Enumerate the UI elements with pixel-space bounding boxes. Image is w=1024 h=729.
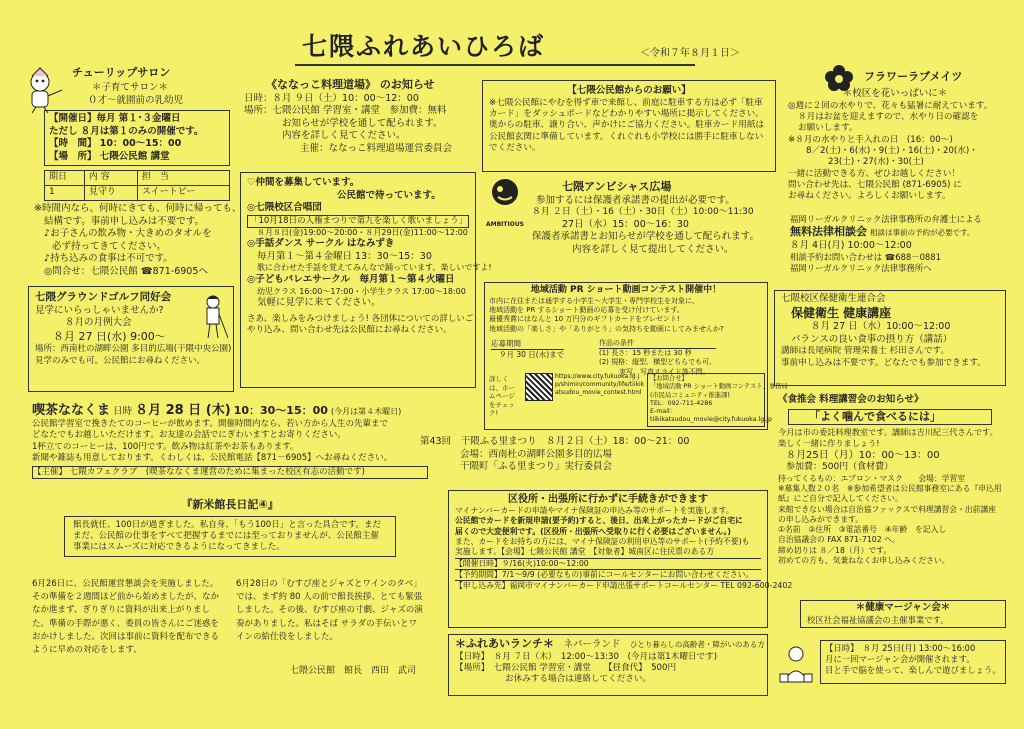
mynumber-line: 公民館でカードを新規申請(要予約)すると、後日、出来上がったカードがご自宅に	[455, 516, 743, 526]
tulip-title: チューリップサロン	[72, 66, 171, 79]
qr-code-icon[interactable]	[525, 373, 553, 401]
contest-period-value: ９月 30 日(水)まで	[499, 349, 565, 359]
tulip-note: 結構です。事前申し込みは不要です。	[44, 215, 204, 227]
contest-title: 地域活動 PR ショート動画コンテスト開催中！	[530, 285, 722, 295]
legal-contact: 相談予約お問い合わせは ☎688－0881	[790, 252, 941, 263]
table-header: 担 当	[137, 171, 229, 186]
golf-title: 七隈グラウンドゴルフ同好会	[35, 291, 172, 303]
contest-more: 詳しくは、ホームページをチェック!	[489, 375, 515, 418]
golfer-icon	[196, 294, 230, 340]
food-line: ①名前 ②住所 ③電話番号 ④年齢 を記入し	[778, 525, 947, 535]
tulip-info1: 【開催日】毎月 第１･３金曜日	[49, 113, 181, 124]
flower-line: 8／2(土)・6(水)・9(土)・16(土)・20(水)・	[806, 145, 978, 156]
contest-line: 地域活動を PR するショート動画の応募を受け付けています。	[489, 306, 684, 315]
festival-title: 第43回 干隈ふる里まつり ８月２日（土）18：00～21：00	[420, 436, 690, 447]
flower-line: ◎週に２回の水やりで、花々も猛暑に耐えています。	[788, 100, 993, 111]
tulip-notes	[34, 203, 242, 278]
cooking-box	[240, 76, 478, 168]
tulip-info3: 【時 間】 10：00～15：00	[49, 138, 182, 150]
food-sub: 「よく噛んで食べるには」	[788, 409, 992, 426]
ambitious-dates: 27日（水）15：00～16：30	[562, 218, 689, 230]
table-header: 内 容	[84, 171, 137, 186]
page-title: 七隈ふれあいひろば	[302, 32, 546, 61]
flower-line: お願いします。	[798, 123, 858, 134]
nakama-title: ♡仲間を募集しています。	[247, 177, 360, 188]
table-cell: 見守り	[84, 185, 137, 200]
food-box	[774, 392, 1006, 588]
food-fee: 参加費：500円（食材費）	[786, 461, 894, 472]
mynumber-reserve: 【予約期間】7/1～9/9 (必要なもの)事前にコールセンターにお問い合わせください。	[455, 569, 761, 580]
mahjong-sub: 校区社会福祉協議会の主催事業です。	[807, 614, 949, 625]
contest-line: 地域活動の「楽しさ」や「ありがとう」の気持ちを動画にしてみませんか?	[489, 324, 724, 333]
table-cell: スイートピー	[137, 185, 229, 200]
cafe-time: 10：30～15：00	[233, 404, 328, 417]
contact-line: 「地域活動 PR ショート動画コンテスト」事務局	[650, 383, 788, 391]
request-box	[482, 80, 776, 172]
nakama-sub: 公民館で待っています。	[337, 189, 441, 201]
legal-contact: 福岡リーガルクリニック法律事務所へ	[790, 263, 932, 274]
food-line: 今月は市の委託料理教室です。講師は吉川紀三代さんです。	[778, 427, 998, 438]
diary-title: 『新米館長日記④』	[181, 498, 279, 511]
cafe-line: 1杯立てのコーヒーは、100円です。飲み物は紅茶やお茶もあります。	[32, 441, 299, 452]
cafe-box	[28, 400, 432, 488]
health-note: 事前申し込みは不要です。どなたでも参加できます。	[781, 357, 986, 368]
contest-cond: (2) 規格：縦型、横型どちらでも可。	[599, 358, 717, 367]
ambitious-note: 内容を詳しく見て提出してください。	[572, 243, 734, 255]
tulip-sub2: ０才～就園前の乳幼児	[88, 95, 184, 106]
food-line: 初めての方も、気兼ねなくお申し込みください。	[778, 556, 950, 566]
mahjong-date: 【日時】 ８月 25日(月) 13:00～16:00	[825, 643, 976, 653]
food-line: 持ってくるもの：エプロン・マスク 会場：学習室	[778, 473, 966, 483]
food-date: ８月25日（月）10：00～13：00	[786, 449, 940, 461]
diary-right-text: 6月28日の「むすび座とジャズとワインのタベ」では、まず約 80 人の前で館長挨拶、とても緊張しました。その後、むすび座の寸劇、ジャズの演奏がありました。私はそば サラダの手伝いとワインの給仕役をしました。	[236, 579, 423, 642]
ambitious-note: 参加するには保護者承諾書の提出が必要です。	[536, 194, 735, 206]
mynumber-title: 区役所・出張所に行かずに手続きができます	[508, 494, 708, 505]
lunch-target: ひとり暮らしの高齢者・障がいのある方	[629, 640, 765, 649]
flower-sub: ＊校区を花いっぱいに＊	[842, 88, 948, 99]
flower-line: ８月はお盆を迎えますので、水やり日の確認を	[798, 111, 979, 122]
group-name: ◎七隈校区合唱団	[247, 202, 322, 214]
mynumber-line: 届くので大変便利です。(区役所・出張所へ受取りに行く必要はございません。)	[455, 526, 731, 536]
health-box	[774, 290, 1006, 386]
cooking-note: 内容を詳しく見てください。	[282, 130, 406, 142]
mahjong-line: 月に一回マージャン会が開催されます。	[825, 654, 975, 665]
contest-box	[484, 282, 788, 430]
flower-line: 問い合わせ先は、七隈公民館 (871-6905) に	[788, 179, 962, 190]
flower-line: 23(土)・27(水)・30(土)	[828, 157, 924, 168]
group-detail: 「10月18日の人権まつりで第九を楽しく歌いましょう」	[247, 215, 469, 228]
legal-heading	[790, 225, 1002, 240]
lunch-date: 【日時】 ８月 ７日（木） 12:00～13:30 (今月は第1木曜日です)	[455, 651, 718, 662]
tulip-note: ♪持ち込みの食事は不可です。	[44, 253, 173, 265]
cafe-line: どなたでもお越しいただけます。お友達の会話でにぎわいますとお寄りください。	[32, 430, 346, 441]
ambitious-logo-icon	[484, 176, 526, 228]
flower-box	[784, 86, 1006, 208]
tulip-mascot-icon	[18, 66, 66, 114]
cooking-date: 日時：８月 ９日（土）10：00～12：00	[244, 92, 419, 104]
flower-line: ※８月の水やりと手入れの日 (16：00～)	[788, 134, 953, 145]
mynumber-line: 実施します。【会場】七隈公民館 講堂 【対象者】城南区に住民票のある方	[455, 547, 715, 557]
flower-line: 一緒に活動できる方、ぜひお越しください！	[788, 168, 960, 179]
lunch-group: ネバーランド	[563, 639, 621, 650]
diary-signature: 七隈公民館 館長 西田 武司	[290, 666, 417, 676]
tulip-contact: ◎問合せ：七隈公民館 ☎871-6905へ	[44, 265, 208, 277]
legal-title: 無料法律相談会	[790, 225, 867, 239]
tulip-note: 必ず持ってきてください。	[52, 240, 167, 252]
contest-cond-title: 作品の条件	[599, 339, 716, 349]
health-title: 保健衛生 健康講座	[791, 305, 892, 320]
diary-box	[28, 494, 432, 690]
contest-line: 市内に在住または通学する小学生～大学生・専門学校生を対象に、	[489, 296, 699, 305]
tulip-schedule-table	[44, 170, 230, 201]
lunch-note: お休みする場合は連絡してください。	[505, 674, 652, 685]
cafe-organizer: 【主催】 七隈カフェクラブ (喫茶ななくま運営のために集まった校区有志の活動です)	[32, 466, 428, 479]
lunch-place: 【場所】 七隈公民館 学習室・講堂 【昼食代】 500円	[455, 662, 677, 673]
food-line: 来館できない場合は自治協ファックスで料理講習会・出前講座の申し込みができます。	[778, 504, 997, 524]
food-line: 自治協議会の FAX 871-7102 へ。	[778, 535, 900, 545]
group-detail: 歌に合わせた手話を覚えてみんなで踊っています。楽しいですよ!	[257, 263, 492, 273]
festival-place: 会場：西南杜の湖畔公園多目的広場	[460, 448, 613, 460]
cafe-heading	[32, 402, 428, 419]
contest-period-title: 応募期間	[491, 339, 564, 350]
diary-left-text: 6月26日に、公民館運営懇談会を実施しました。その準備を２週間ほど前から始めましたが、なかなか進まず、ぎりぎりに資料が出来上がりました。準備の手際が悪く、委員の皆さんにご迷惑をおかけしました。次回は事前に資料を配布できるように早めの対応をします。	[32, 579, 220, 655]
contact-title: 【お問合せ】	[650, 375, 688, 382]
mynumber-date: 【開催日時】９/16(火)10:00～12:00	[455, 558, 761, 569]
tulip-info4: 【場 所】 七隈公民館 講堂	[49, 150, 170, 162]
cafe-date: ８月 28 日 (木)	[135, 403, 231, 418]
nakama-footer: さあ、楽しみをみつけましょう! 各団体についての詳しいご	[247, 313, 474, 324]
golf-place: 場所：西南杜の湖畔公園 多目的広場(干隈中央公園)	[35, 344, 232, 355]
mahjong-line: 目と手で脳を使って、楽しんで遊びましょう。	[825, 665, 1001, 676]
golf-date: ８月 27 日(水) 9:00～	[53, 329, 166, 343]
group-name: ◎手話ダンス サークル はなみずき	[247, 238, 395, 250]
issue-date: ＜令和７年８月１日＞	[640, 48, 740, 59]
ambitious-box	[530, 178, 776, 280]
flower-line: お尋ねください。よろしくお願いします。	[788, 191, 951, 202]
ambitious-logo-text: AMBITIOUS	[485, 220, 525, 228]
golf-event: ８月の月例大会	[65, 317, 132, 329]
contact-line: E-mail：tiikikatsudou_movie@city.fukuoka.lg.jp	[650, 408, 773, 424]
mahjong-title: ＊健康マージャン会＊	[855, 602, 951, 613]
cafe-line: 公民館学習室で挽きたてのコーヒーが飲めます。開催時間内なら、若い方から人生の先輩まで	[32, 419, 388, 430]
legal-date: ８月 4日(月) 10:00～12:00	[790, 239, 912, 251]
legal-note: 相談は事前の予約が必要です。	[870, 228, 975, 238]
mynumber-line: また、カードをお持ちの方には、マイナ保険証の利用申込等のサポート(予約不要)も	[455, 537, 750, 547]
tulip-info-box	[44, 110, 230, 166]
mynumber-contact: 【申し込み先】福岡市マイナンバーカード申請出張サポートコールセンター TEL 092-600-2402	[455, 581, 793, 591]
tulip-note: ※時間内なら、何時にきても、何時に帰っても、	[34, 203, 242, 214]
health-topic: バランスの良い食事の摂り方（講話）	[791, 333, 953, 345]
food-line: 楽しく一緒に作りましょう!	[778, 437, 880, 448]
group-name: ◎子どもバレエサークル 毎月第１～第４火曜日	[247, 273, 455, 285]
diary-intro: 館長就任、100日が過ぎました。私自身、「もう100日」と言った具合です。まだまだ、公民館の仕事をすべて把握するまでには至っておりませんが、公民館主催事業にはスムーズに対応できるようになってきました。	[64, 516, 396, 558]
nakama-box	[240, 172, 492, 388]
cooking-title: 《ななっこ料理道場》 のお知らせ	[266, 78, 435, 91]
cafe-note: (今月は第４木曜日)	[330, 407, 402, 416]
food-line: 締め切りは ８／18（月）です。	[778, 545, 892, 555]
legal-head: 福岡リーガルクリニック法律事務所の弁護士による	[790, 214, 982, 224]
contest-period	[491, 339, 564, 360]
mahjong-box	[820, 640, 1006, 684]
health-head: 七隈校区保健衛生連合会	[781, 293, 886, 304]
golf-note: 見学のみでも可。公民館にお尋ねください。	[35, 355, 206, 366]
cooking-place: 場所：七隈公民館 学習室・講堂 参加費：無料	[244, 105, 447, 117]
group-detail: 幼児クラス 16:00～17:00・小学生クラス 17:00～18:00	[257, 286, 466, 296]
contact-line: TEL：092-711-4286	[650, 399, 713, 407]
legal-box	[786, 212, 1006, 278]
group-detail: ８月８日(金)19:00～20:00・８月29日(金)11:00～12:00	[257, 227, 468, 237]
flower-title: フラワーラブメイツ	[864, 70, 963, 83]
health-note: 講師は長尾病院 管理栄養士 杉田さんです。	[781, 346, 950, 357]
table-cell: 1	[45, 185, 85, 200]
lunch-box	[448, 634, 768, 696]
mynumber-box	[448, 490, 793, 628]
mynumber-line: マイナンバーカードの申請やマイナ保険証の申込み等のサポートを実施します。	[455, 506, 734, 516]
festival-host: 干隈町「ふる里まつり」実行委員会	[460, 461, 613, 473]
contest-cond: 実写、写真スライド等不問。	[619, 367, 710, 376]
contact-line: (市民局コミュニティ推進課)	[650, 391, 730, 399]
request-body: ※七隈公民館にやむを得ず車で来館し、前庭に駐車する方は必ず「駐車カード」をダッシュボードなどわかりやすい場所に掲示してください。奥からの駐車、譲り合い、声かけにご協力ください。駐車カード用紙は公民館玄関に準備しています。くれぐれも小学校には勝手に駐車しないでください。	[489, 97, 765, 153]
ambitious-title: 七隈アンビシャス広場	[562, 180, 672, 193]
golf-question: 見学にいらっしゃいませんか?	[35, 304, 164, 316]
table-header: 期日	[45, 171, 85, 186]
cooking-note: お知らせが学校を通して配られます。	[282, 117, 443, 129]
cafe-line: 新聞や雑誌も用意しております。くわしくは、公民館電話【871－6905】へお尋ねください。	[32, 452, 393, 463]
mahjong-header-box	[800, 600, 1006, 628]
request-title: 【七隈公民館からのお願い】	[567, 85, 691, 96]
mahjong-player-icon	[776, 644, 816, 684]
festival-box	[416, 436, 756, 478]
ambitious-note: 保護者承諾書とお知らせが学校を通して配られます。	[532, 231, 759, 243]
tulip-note: ♪お子さんの飲み物・大きめのタオルを	[44, 228, 212, 240]
contest-line: 最優秀賞にはなんと 10 万円分のギフトカードをプレゼント!	[489, 315, 680, 324]
food-line: ※募集人数２０名 ※参加希望者は公民館事務室にある『申込用紙』にご自分で記入してください。	[778, 484, 1002, 504]
group-detail: 気軽に見学に来てください。	[257, 297, 381, 309]
contest-contact	[647, 373, 788, 427]
nakama-footer: やり込み、問い合わせ先は公民館にお尋ねください。	[247, 324, 452, 335]
group-detail: 毎月第１～第４金曜日 13：30～15：30	[257, 250, 432, 262]
cafe-title: 喫茶ななくま	[32, 403, 111, 418]
tulip-info2: ただし ８月は第１のみの開催です。	[49, 125, 204, 137]
health-date: ８月 27 日（水）10:00～12:00	[811, 321, 951, 333]
contest-cond: (1) 長さ：15 秒または 30 秒	[599, 349, 692, 358]
lunch-heading	[455, 637, 765, 652]
cafe-day-label: 日時	[113, 406, 133, 417]
contest-conditions	[599, 339, 716, 377]
tulip-sub1: ＊子育てサロン＊	[92, 82, 169, 93]
food-title: 《食推会 料理講習会のお知らせ》	[778, 394, 924, 405]
lunch-title: ＊ふれあいランチ＊	[455, 637, 554, 650]
title-underline	[295, 64, 695, 66]
ambitious-dates: ８月 ２日（土）・16（土）・30日（土）10:00～11:30	[532, 207, 754, 218]
cooking-host: 主催：ななっこ料理道場運営委員会	[300, 142, 453, 154]
contest-url[interactable]: https://www.city.fukuoka.lg.jp/shimin/community/life/tiikikatsudou_movie_contest.html	[555, 373, 645, 396]
